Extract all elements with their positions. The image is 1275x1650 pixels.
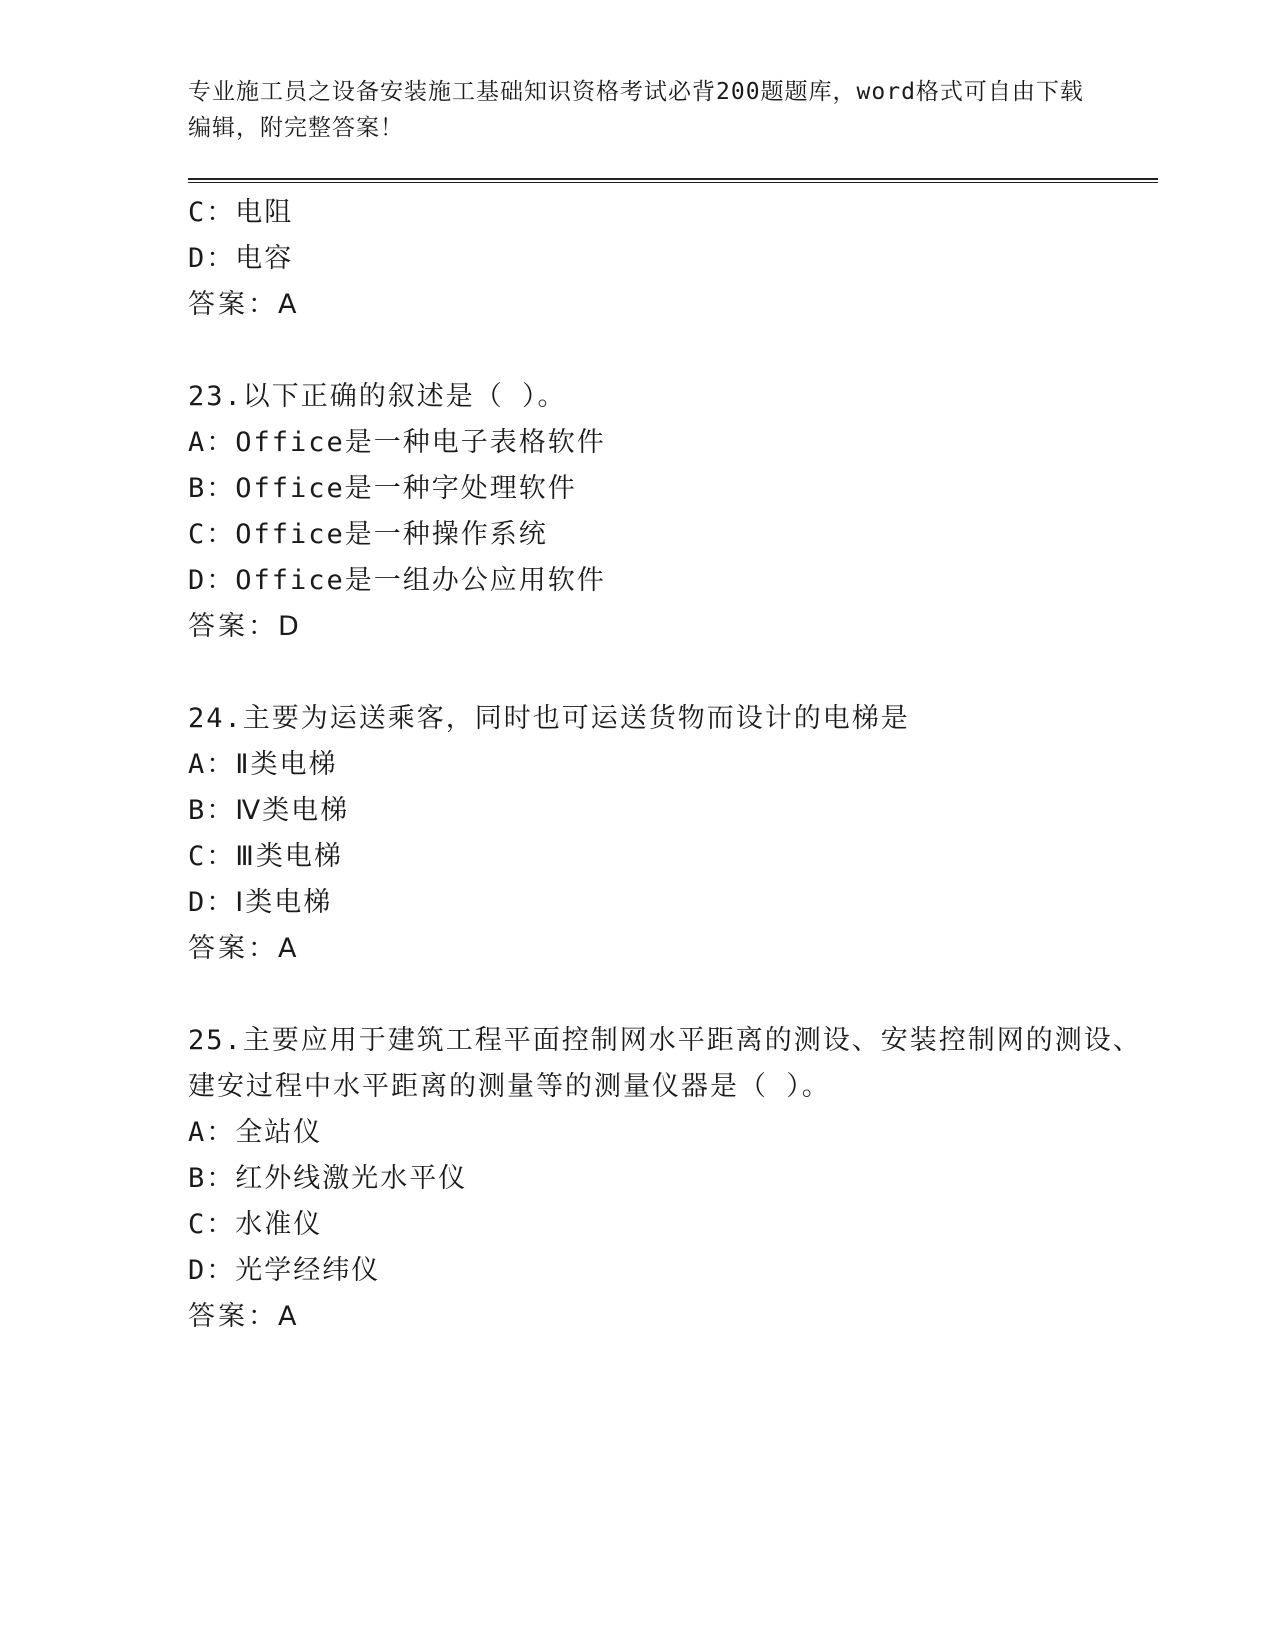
option-d: D：Ⅰ类电梯 xyxy=(188,887,333,918)
header-divider xyxy=(188,178,1158,183)
option-c: C：水准仪 xyxy=(188,1209,323,1240)
option-a: A：Office是一种电子表格软件 xyxy=(188,427,606,458)
option-c: C：Office是一种操作系统 xyxy=(188,519,548,550)
question-stem: 25.主要应用于建筑工程平面控制网水平距离的测设、安装控制网的测设、建安过程中水平距离的测量等的测量仪器是（ ）。 xyxy=(188,1025,1142,1102)
option-c: C：电阻 xyxy=(188,197,294,228)
option-a: A：全站仪 xyxy=(188,1117,323,1148)
document-header: 专业施工员之设备安装施工基础知识资格考试必背200题题库，word格式可自由下载编辑，附完整答案！ xyxy=(188,79,1084,141)
option-b: B：Office是一种字处理软件 xyxy=(188,473,577,504)
answer-line: 答案：D xyxy=(188,611,302,642)
option-d: D：Office是一组办公应用软件 xyxy=(188,565,606,596)
answer-line: 答案：A xyxy=(188,1301,300,1332)
option-c: C：Ⅲ类电梯 xyxy=(188,841,343,872)
question-25 xyxy=(188,1018,1158,1340)
document-body xyxy=(188,190,1158,1340)
spacer xyxy=(188,328,1158,374)
question-23 xyxy=(188,374,1158,650)
question-stem: 24.主要为运送乘客，同时也可运送货物而设计的电梯是 xyxy=(188,703,910,734)
option-d: D：光学经纬仪 xyxy=(188,1255,381,1286)
spacer xyxy=(188,650,1158,696)
question-24 xyxy=(188,696,1158,972)
option-a: A：Ⅱ类电梯 xyxy=(188,749,338,780)
option-b: B：Ⅳ类电梯 xyxy=(188,795,350,826)
question-stem: 23.以下正确的叙述是（ ）。 xyxy=(188,381,567,412)
answer-line: 答案：A xyxy=(188,289,300,320)
option-d: D：电容 xyxy=(188,243,294,274)
spacer xyxy=(188,972,1158,1018)
option-b: B：红外线激光水平仪 xyxy=(188,1163,468,1194)
answer-line: 答案：A xyxy=(188,933,300,964)
